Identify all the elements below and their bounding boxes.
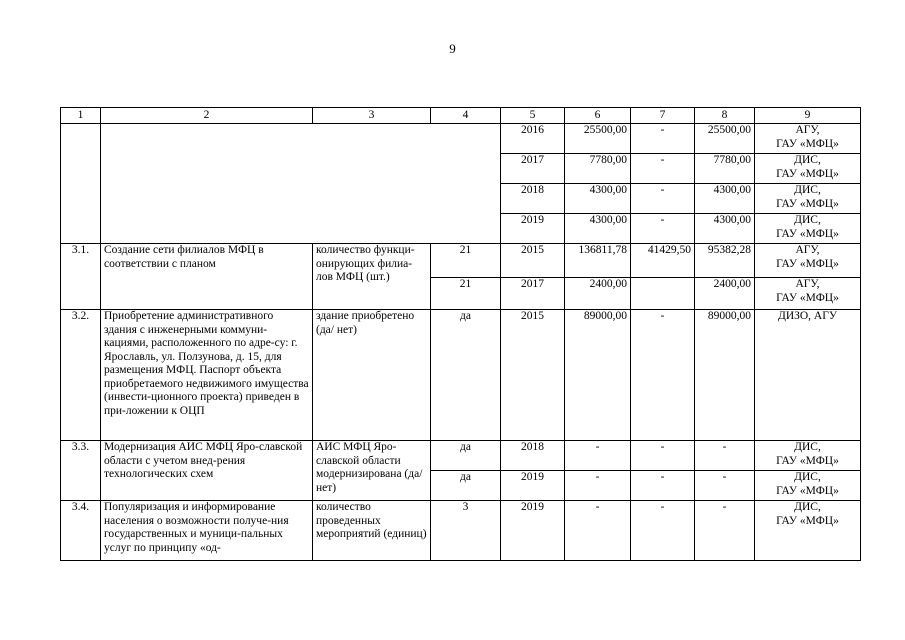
amount-cell: 95382,28 — [695, 244, 755, 278]
amount-cell: - — [631, 471, 695, 501]
executor-cell: ДИС, ГАУ «МФЦ» — [755, 214, 861, 244]
empty-cell — [101, 124, 501, 244]
amount-cell: - — [565, 501, 631, 561]
amount-cell: 136811,78 — [565, 244, 631, 278]
year-cell: 2016 — [501, 124, 565, 154]
item-name: Создание сети филиалов МФЦ в соответствии с планом — [101, 244, 313, 310]
column-header: 4 — [431, 108, 501, 124]
item-name: Приобретение административного здания с инженерными коммуни-кациями, расположенного по адре-су: г. Ярославль, ул. Ползунова, д. 15, для размещения МФЦ. Паспорт объекта приобретаемого недвижимого имущества (инвести-ционного проекта) приведен в при-ложении к ОЦП — [101, 310, 313, 441]
amount-cell: 2400,00 — [695, 278, 755, 310]
table-row — [61, 124, 861, 154]
indicator-cell: количество функци-онирующих филиа-лов МФЦ (шт.) — [313, 244, 431, 310]
amount-cell: 4300,00 — [565, 214, 631, 244]
column-header: 9 — [755, 108, 861, 124]
amount-cell: 25500,00 — [565, 124, 631, 154]
amount-cell: 89000,00 — [565, 310, 631, 441]
amount-cell: 4300,00 — [565, 184, 631, 214]
target-value: да — [431, 310, 501, 441]
executor-cell: ДИС, ГАУ «МФЦ» — [755, 154, 861, 184]
column-header: 3 — [313, 108, 431, 124]
table-row — [61, 310, 861, 441]
amount-cell: 89000,00 — [695, 310, 755, 441]
amount-cell: 7780,00 — [565, 154, 631, 184]
column-header: 5 — [501, 108, 565, 124]
item-number: 3.4. — [61, 501, 101, 561]
page-number: 9 — [449, 41, 456, 56]
executor-cell: ДИС, ГАУ «МФЦ» — [755, 184, 861, 214]
year-cell: 2017 — [501, 154, 565, 184]
year-cell: 2017 — [501, 278, 565, 310]
column-header: 8 — [695, 108, 755, 124]
indicator-cell: здание приобретено (да/ нет) — [313, 310, 431, 441]
program-table — [60, 107, 861, 561]
amount-cell: - — [631, 310, 695, 441]
year-cell: 2015 — [501, 244, 565, 278]
amount-cell: 25500,00 — [695, 124, 755, 154]
amount-cell — [631, 278, 695, 310]
year-cell: 2018 — [501, 184, 565, 214]
amount-cell: 7780,00 — [695, 154, 755, 184]
executor-cell: АГУ, ГАУ «МФЦ» — [755, 124, 861, 154]
amount-cell: 4300,00 — [695, 214, 755, 244]
target-value: да — [431, 441, 501, 471]
table-row — [61, 441, 861, 471]
indicator-cell: АИС МФЦ Яро-славской области модернизирована (да/ нет) — [313, 441, 431, 501]
column-header: 1 — [61, 108, 101, 124]
year-cell: 2018 — [501, 441, 565, 471]
item-number: 3.1. — [61, 244, 101, 310]
amount-cell: - — [695, 441, 755, 471]
item-name: Модернизация АИС МФЦ Яро-славской области с учетом внед-рения технологических схем — [101, 441, 313, 501]
year-cell: 2019 — [501, 214, 565, 244]
executor-cell: ДИС, ГАУ «МФЦ» — [755, 501, 861, 561]
amount-cell: - — [631, 441, 695, 471]
executor-cell: ДИС, ГАУ «МФЦ» — [755, 441, 861, 471]
amount-cell: - — [695, 501, 755, 561]
amount-cell: - — [631, 154, 695, 184]
amount-cell: 4300,00 — [695, 184, 755, 214]
amount-cell: - — [695, 471, 755, 501]
executor-cell: АГУ, ГАУ «МФЦ» — [755, 278, 861, 310]
empty-cell — [61, 124, 101, 244]
year-cell: 2015 — [501, 310, 565, 441]
amount-cell: - — [631, 124, 695, 154]
executor-cell: АГУ, ГАУ «МФЦ» — [755, 244, 861, 278]
table-row — [61, 244, 861, 278]
amount-cell: - — [631, 184, 695, 214]
amount-cell: 41429,50 — [631, 244, 695, 278]
target-value: 21 — [431, 244, 501, 278]
indicator-cell: количество проведенных мероприятий (единиц) — [313, 501, 431, 561]
column-header: 7 — [631, 108, 695, 124]
item-name: Популяризация и информирование населения о возможности получе-ния государственных и муници-пальных услуг по принципу «од- — [101, 501, 313, 561]
amount-cell: 2400,00 — [565, 278, 631, 310]
column-header: 2 — [101, 108, 313, 124]
target-value: 21 — [431, 278, 501, 310]
target-value: 3 — [431, 501, 501, 561]
year-cell: 2019 — [501, 471, 565, 501]
column-header: 6 — [565, 108, 631, 124]
table-row — [61, 501, 861, 561]
target-value: да — [431, 471, 501, 501]
item-number: 3.3. — [61, 441, 101, 501]
executor-cell: ДИС, ГАУ «МФЦ» — [755, 471, 861, 501]
amount-cell: - — [565, 471, 631, 501]
header-row — [61, 108, 861, 124]
amount-cell: - — [565, 441, 631, 471]
amount-cell: - — [631, 501, 695, 561]
executor-cell: ДИЗО, АГУ — [755, 310, 861, 441]
year-cell: 2019 — [501, 501, 565, 561]
item-number: 3.2. — [61, 310, 101, 441]
amount-cell: - — [631, 214, 695, 244]
